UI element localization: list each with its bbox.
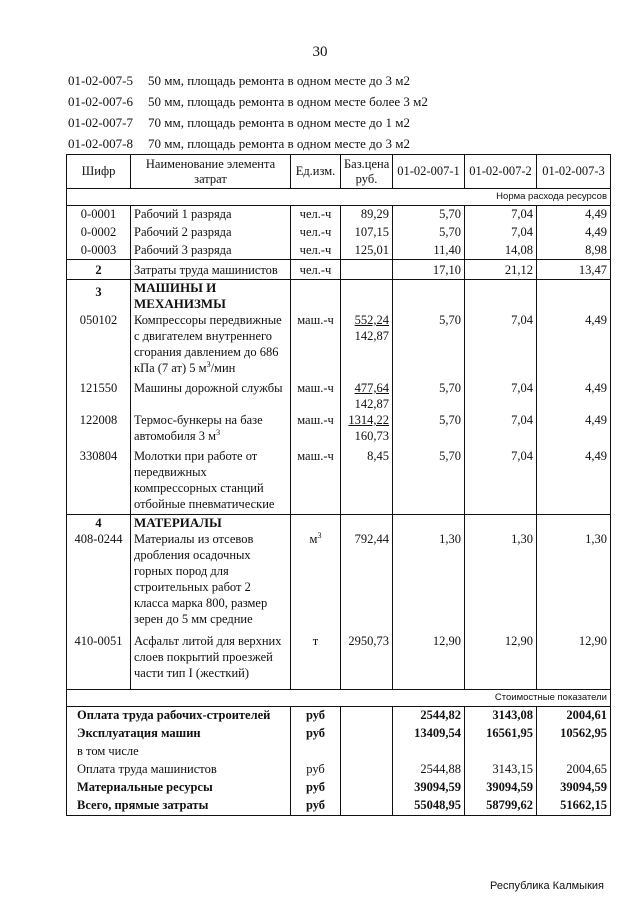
row-price: 8,45 (341, 448, 393, 515)
machinist-value-2: 21,12 (465, 260, 537, 280)
row-unit: $м^3$ (291, 531, 341, 633)
cost-row-incl (67, 743, 611, 761)
cost-materials-v2: 39094,59 (465, 779, 537, 797)
row-name: Рабочий 1 разряда (131, 206, 291, 224)
section-row-materials (67, 515, 611, 532)
variant-code: 01-02-007-8 (68, 136, 133, 151)
row-price: 2950,73 (341, 633, 393, 690)
row-code: 0-0002 (67, 224, 131, 242)
row-unit: маш.-ч (291, 448, 341, 515)
row-name: Материалы из отсевов дробления осадочных горных пород для строительных работ 2 класса марка 800, размер зерен до 5 мм средние (131, 531, 291, 633)
cost-row-machines (67, 725, 611, 743)
machinist-name: Затраты труда машинистов (131, 260, 291, 280)
row-value-1: 11,40 (393, 242, 465, 260)
table-row (67, 633, 611, 690)
cost-materials-v3: 39094,59 (537, 779, 611, 797)
machinist-code: 2 (67, 260, 131, 280)
norm-label: Норма расхода ресурсов (67, 189, 611, 206)
machines-section-code: 3 (67, 280, 131, 313)
cost-machinist-v3: 2004,65 (537, 761, 611, 779)
variant-line (68, 70, 428, 91)
row-value-3: 4,49 (537, 224, 611, 242)
cost-workers-label: Оплата труда рабочих-строителей (67, 707, 291, 726)
row-name: Рабочий 2 разряда (131, 224, 291, 242)
row-name: Машины дорожной службы (131, 380, 291, 412)
row-code: 050102 (67, 312, 131, 380)
row-name: Компрессоры передвижные с двигателем внутреннего сгорания давлением до 686 кПа (7 ат) 5 $м^3$/мин (131, 312, 291, 380)
row-code: 408-0244 (67, 531, 131, 633)
row-value-1: 5,70 (393, 448, 465, 515)
cost-total-v2: 58799,62 (465, 797, 537, 816)
row-price: 477,64 142,87 (341, 380, 393, 412)
row-value-3: 4,49 (537, 312, 611, 380)
resource-table (66, 154, 611, 816)
section-row-machines (67, 280, 611, 313)
row-unit: чел.-ч (291, 224, 341, 242)
machinist-value-1: 17,10 (393, 260, 465, 280)
page-number: 30 (312, 44, 328, 60)
row-value-1: 5,70 (393, 412, 465, 448)
variant-code: 01-02-007-5 (68, 73, 133, 88)
row-name: Термос-бункеры на базе автомобиля 3 $м^3$ (131, 412, 291, 448)
row-unit: маш.-ч (291, 380, 341, 412)
row-price: 89,29 (341, 206, 393, 224)
row-code: 330804 (67, 448, 131, 515)
header-col3: 01-02-007-3 (537, 155, 611, 189)
variant-text: 70 мм, площадь ремонта в одном месте до 3 м2 (148, 136, 410, 151)
cost-total-v3: 51662,15 (537, 797, 611, 816)
cost-materials-unit: руб (291, 779, 341, 797)
header-col2: 01-02-007-2 (465, 155, 537, 189)
cost-label: Стоимостные показатели (67, 690, 611, 707)
cost-label-row (67, 690, 611, 707)
row-price: 125,01 (341, 242, 393, 260)
row-value-2: 7,04 (465, 224, 537, 242)
header-price: Баз.цена руб. (341, 155, 393, 189)
machinist-price (341, 260, 393, 280)
footer-region: Республика Калмыкия (490, 880, 604, 892)
row-unit: маш.-ч (291, 412, 341, 448)
table-row (67, 312, 611, 380)
row-name: Асфальт литой для верхних слоев покрытий проезжей части тип I (жесткий) (131, 633, 291, 690)
table-row (67, 531, 611, 633)
cost-workers-v3: 2004,61 (537, 707, 611, 726)
row-name: Рабочий 3 разряда (131, 242, 291, 260)
row-code: 121550 (67, 380, 131, 412)
row-code: 410-0051 (67, 633, 131, 690)
cost-machinist-unit: руб (291, 761, 341, 779)
row-value-1: 12,90 (393, 633, 465, 690)
variant-list (68, 70, 428, 154)
row-price: 552,24 142,87 (341, 312, 393, 380)
header-col1: 01-02-007-1 (393, 155, 465, 189)
row-value-3: 4,49 (537, 448, 611, 515)
row-unit: чел.-ч (291, 206, 341, 224)
row-value-3: 4,49 (537, 412, 611, 448)
machinist-value-3: 13,47 (537, 260, 611, 280)
cost-machines-unit: руб (291, 725, 341, 743)
cost-workers-v1: 2544,82 (393, 707, 465, 726)
row-value-2: 7,04 (465, 412, 537, 448)
cost-machines-v3: 10562,95 (537, 725, 611, 743)
cost-machinist-label: Оплата труда машинистов (67, 761, 291, 779)
header-name: Наименование элемента затрат (131, 155, 291, 189)
variant-code: 01-02-007-7 (68, 115, 133, 130)
cost-machinist-v1: 2544,88 (393, 761, 465, 779)
row-value-2: 7,04 (465, 206, 537, 224)
row-value-1: 5,70 (393, 224, 465, 242)
cost-total-unit: руб (291, 797, 341, 816)
machinist-unit: чел.-ч (291, 260, 341, 280)
cost-row-workers (67, 707, 611, 726)
cost-materials-label: Материальные ресурсы (67, 779, 291, 797)
row-value-2: 1,30 (465, 531, 537, 633)
row-unit: чел.-ч (291, 242, 341, 260)
row-value-1: 5,70 (393, 312, 465, 380)
header-row (67, 155, 611, 189)
header-unit: Ед.изм. (291, 155, 341, 189)
materials-section-code: 4 (67, 515, 131, 532)
table-row (67, 206, 611, 224)
cost-total-v1: 55048,95 (393, 797, 465, 816)
cost-workers-unit: руб (291, 707, 341, 726)
row-value-2: 7,04 (465, 448, 537, 515)
row-value-2: 14,08 (465, 242, 537, 260)
row-unit: маш.-ч (291, 312, 341, 380)
cost-row-total (67, 797, 611, 816)
variant-text: 70 мм, площадь ремонта в одном месте до 1 м2 (148, 115, 410, 130)
cost-materials-v1: 39094,59 (393, 779, 465, 797)
row-price: 107,15 (341, 224, 393, 242)
table-row (67, 242, 611, 260)
row-value-2: 7,04 (465, 380, 537, 412)
row-value-1: 1,30 (393, 531, 465, 633)
cost-machines-label: Эксплуатация машин (67, 725, 291, 743)
table-row (67, 448, 611, 515)
cost-machinist-v2: 3143,15 (465, 761, 537, 779)
cost-workers-v2: 3143,08 (465, 707, 537, 726)
row-value-3: 1,30 (537, 531, 611, 633)
row-value-3: 8,98 (537, 242, 611, 260)
row-code: 0-0003 (67, 242, 131, 260)
variant-code: 01-02-007-6 (68, 94, 133, 109)
cost-machines-v2: 16561,95 (465, 725, 537, 743)
row-value-3: 12,90 (537, 633, 611, 690)
cost-row-materials (67, 779, 611, 797)
row-value-1: 5,70 (393, 380, 465, 412)
variant-line (68, 91, 428, 112)
row-code: 0-0001 (67, 206, 131, 224)
row-value-1: 5,70 (393, 206, 465, 224)
table-row (67, 412, 611, 448)
variant-line (68, 133, 428, 154)
row-price: 1314,22 160,73 (341, 412, 393, 448)
header-code: Шифр (67, 155, 131, 189)
materials-section-title: МАТЕРИАЛЫ (131, 515, 291, 532)
row-value-2: 12,90 (465, 633, 537, 690)
variant-line (68, 112, 428, 133)
row-unit: т (291, 633, 341, 690)
cost-total-label: Всего, прямые затраты (67, 797, 291, 816)
table-row (67, 224, 611, 242)
row-value-3: 4,49 (537, 206, 611, 224)
table-row (67, 380, 611, 412)
variant-text: 50 мм, площадь ремонта в одном месте более 3 м2 (148, 94, 428, 109)
cost-incl-label: в том числе (67, 743, 291, 761)
cost-machines-v1: 13409,54 (393, 725, 465, 743)
row-name: Молотки при работе от передвижных компрессорных станций отбойные пневматические (131, 448, 291, 515)
machines-section-title: МАШИНЫ И МЕХАНИЗМЫ (131, 280, 291, 313)
machinist-row (67, 260, 611, 280)
row-value-2: 7,04 (465, 312, 537, 380)
norm-label-row (67, 189, 611, 206)
cost-row-machinist (67, 761, 611, 779)
row-value-3: 4,49 (537, 380, 611, 412)
variant-text: 50 мм, площадь ремонта в одном месте до 3 м2 (148, 73, 410, 88)
row-price: 792,44 (341, 531, 393, 633)
row-code: 122008 (67, 412, 131, 448)
